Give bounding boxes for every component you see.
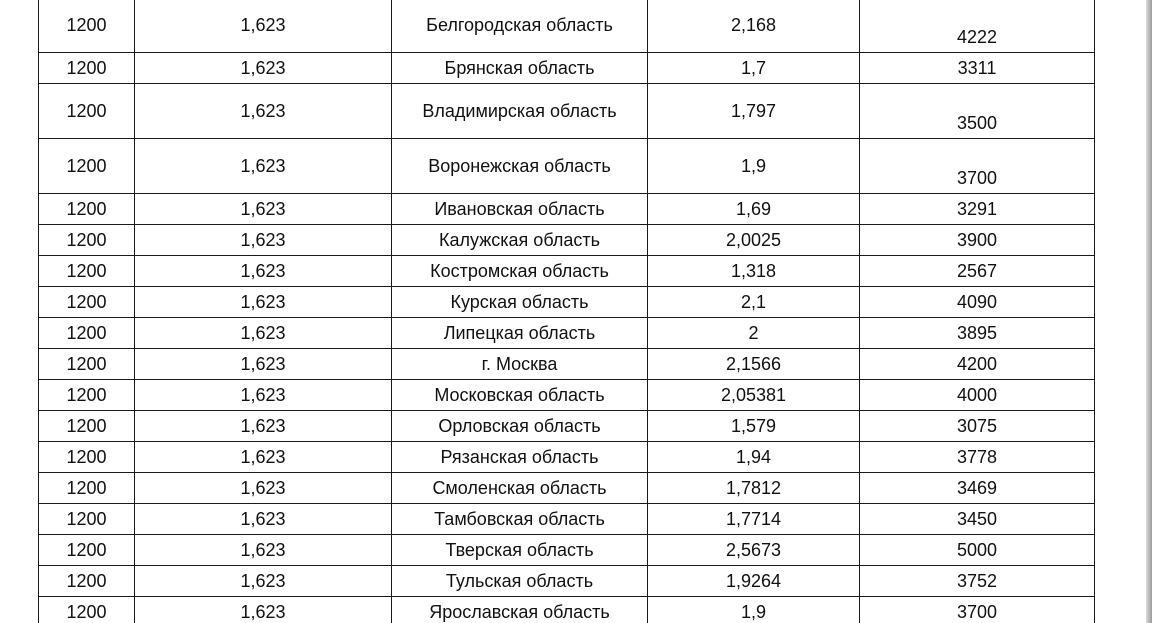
cell-col-5: 3895 xyxy=(860,318,1095,349)
cell-col-5: 3311 xyxy=(860,53,1095,84)
cell-col-4: 1,7 xyxy=(648,53,860,84)
cell-col-4: 1,9 xyxy=(648,597,860,623)
cell-col-5: 3291 xyxy=(860,194,1095,225)
cell-region-name: Орловская область xyxy=(392,411,648,442)
cell-col-4: 2,168 xyxy=(648,0,860,53)
cell-col-1: 1200 xyxy=(39,139,135,194)
cell-col-4: 1,9264 xyxy=(648,566,860,597)
table-row xyxy=(39,442,1095,473)
cell-col-4: 2 xyxy=(648,318,860,349)
cell-col-5: 3469 xyxy=(860,473,1095,504)
cell-col-4: 1,7812 xyxy=(648,473,860,504)
cell-col-1: 1200 xyxy=(39,287,135,318)
cell-col-1: 1200 xyxy=(39,318,135,349)
cell-col-4: 2,0025 xyxy=(648,225,860,256)
table-row xyxy=(39,84,1095,139)
cell-region-name: Ярославская область xyxy=(392,597,648,623)
cell-col-4: 1,318 xyxy=(648,256,860,287)
cell-col-1: 1200 xyxy=(39,442,135,473)
cell-col-2: 1,623 xyxy=(135,349,392,380)
cell-col-5: 3700 xyxy=(860,597,1095,623)
cell-col-2: 1,623 xyxy=(135,53,392,84)
cell-col-4: 2,1 xyxy=(648,287,860,318)
table-row xyxy=(39,287,1095,318)
cell-col-1: 1200 xyxy=(39,504,135,535)
table-row xyxy=(39,504,1095,535)
cell-col-1: 1200 xyxy=(39,380,135,411)
cell-col-4: 2,1566 xyxy=(648,349,860,380)
cell-col-1: 1200 xyxy=(39,535,135,566)
cell-col-5: 4000 xyxy=(860,380,1095,411)
cell-col-4: 1,69 xyxy=(648,194,860,225)
table-body xyxy=(39,0,1095,623)
table-row xyxy=(39,566,1095,597)
cell-region-name: Воронежская область xyxy=(392,139,648,194)
cell-col-5: 3778 xyxy=(860,442,1095,473)
cell-col-1: 1200 xyxy=(39,349,135,380)
table-row xyxy=(39,411,1095,442)
cell-col-2: 1,623 xyxy=(135,194,392,225)
cell-col-5: 3700 xyxy=(860,139,1095,194)
cell-region-name: Ивановская область xyxy=(392,194,648,225)
cell-region-name: г. Москва xyxy=(392,349,648,380)
cell-region-name: Смоленская область xyxy=(392,473,648,504)
cell-col-1: 1200 xyxy=(39,84,135,139)
cell-region-name: Тверская область xyxy=(392,535,648,566)
table-row xyxy=(39,535,1095,566)
cell-region-name: Рязанская область xyxy=(392,442,648,473)
cell-region-name: Владимирская область xyxy=(392,84,648,139)
cell-region-name: Брянская область xyxy=(392,53,648,84)
cell-col-1: 1200 xyxy=(39,194,135,225)
cell-col-1: 1200 xyxy=(39,597,135,623)
cell-col-1: 1200 xyxy=(39,53,135,84)
cell-col-5: 4222 xyxy=(860,0,1095,53)
cell-col-5: 2567 xyxy=(860,256,1095,287)
table-row xyxy=(39,225,1095,256)
cell-col-4: 1,579 xyxy=(648,411,860,442)
cell-col-5: 3900 xyxy=(860,225,1095,256)
cell-col-5: 3450 xyxy=(860,504,1095,535)
cell-col-4: 1,9 xyxy=(648,139,860,194)
table-row xyxy=(39,0,1095,53)
table-row xyxy=(39,597,1095,623)
cell-col-2: 1,623 xyxy=(135,225,392,256)
table-row xyxy=(39,139,1095,194)
cell-col-2: 1,623 xyxy=(135,473,392,504)
cell-col-1: 1200 xyxy=(39,411,135,442)
cell-col-5: 5000 xyxy=(860,535,1095,566)
cell-col-1: 1200 xyxy=(39,225,135,256)
cell-col-4: 1,7714 xyxy=(648,504,860,535)
cell-col-2: 1,623 xyxy=(135,318,392,349)
table-row xyxy=(39,194,1095,225)
cell-col-5: 3500 xyxy=(860,84,1095,139)
cell-col-2: 1,623 xyxy=(135,287,392,318)
table-row xyxy=(39,256,1095,287)
cell-col-2: 1,623 xyxy=(135,0,392,53)
cell-region-name: Московская область xyxy=(392,380,648,411)
regions-table xyxy=(38,0,1095,623)
cell-col-2: 1,623 xyxy=(135,535,392,566)
table-row xyxy=(39,473,1095,504)
cell-col-2: 1,623 xyxy=(135,566,392,597)
table-row xyxy=(39,318,1095,349)
cell-region-name: Тульская область xyxy=(392,566,648,597)
table-row xyxy=(39,53,1095,84)
cell-col-2: 1,623 xyxy=(135,139,392,194)
cell-col-4: 2,05381 xyxy=(648,380,860,411)
table-row xyxy=(39,380,1095,411)
cell-region-name: Белгородская область xyxy=(392,0,648,53)
cell-col-4: 1,797 xyxy=(648,84,860,139)
cell-col-1: 1200 xyxy=(39,0,135,53)
cell-region-name: Липецкая область xyxy=(392,318,648,349)
cell-region-name: Костромская область xyxy=(392,256,648,287)
cell-col-2: 1,623 xyxy=(135,411,392,442)
cell-col-2: 1,623 xyxy=(135,442,392,473)
cell-col-2: 1,623 xyxy=(135,597,392,623)
cell-region-name: Калужская область xyxy=(392,225,648,256)
cell-col-5: 3075 xyxy=(860,411,1095,442)
cell-col-2: 1,623 xyxy=(135,504,392,535)
table-row xyxy=(39,349,1095,380)
cell-region-name: Тамбовская область xyxy=(392,504,648,535)
cell-col-1: 1200 xyxy=(39,566,135,597)
cell-region-name: Курская область xyxy=(392,287,648,318)
cell-col-1: 1200 xyxy=(39,473,135,504)
page-edge-shadow xyxy=(1146,0,1152,623)
cell-col-4: 2,5673 xyxy=(648,535,860,566)
cell-col-5: 4090 xyxy=(860,287,1095,318)
cell-col-5: 4200 xyxy=(860,349,1095,380)
cell-col-5: 3752 xyxy=(860,566,1095,597)
cell-col-1: 1200 xyxy=(39,256,135,287)
cell-col-4: 1,94 xyxy=(648,442,860,473)
cell-col-2: 1,623 xyxy=(135,84,392,139)
cell-col-2: 1,623 xyxy=(135,256,392,287)
cell-col-2: 1,623 xyxy=(135,380,392,411)
